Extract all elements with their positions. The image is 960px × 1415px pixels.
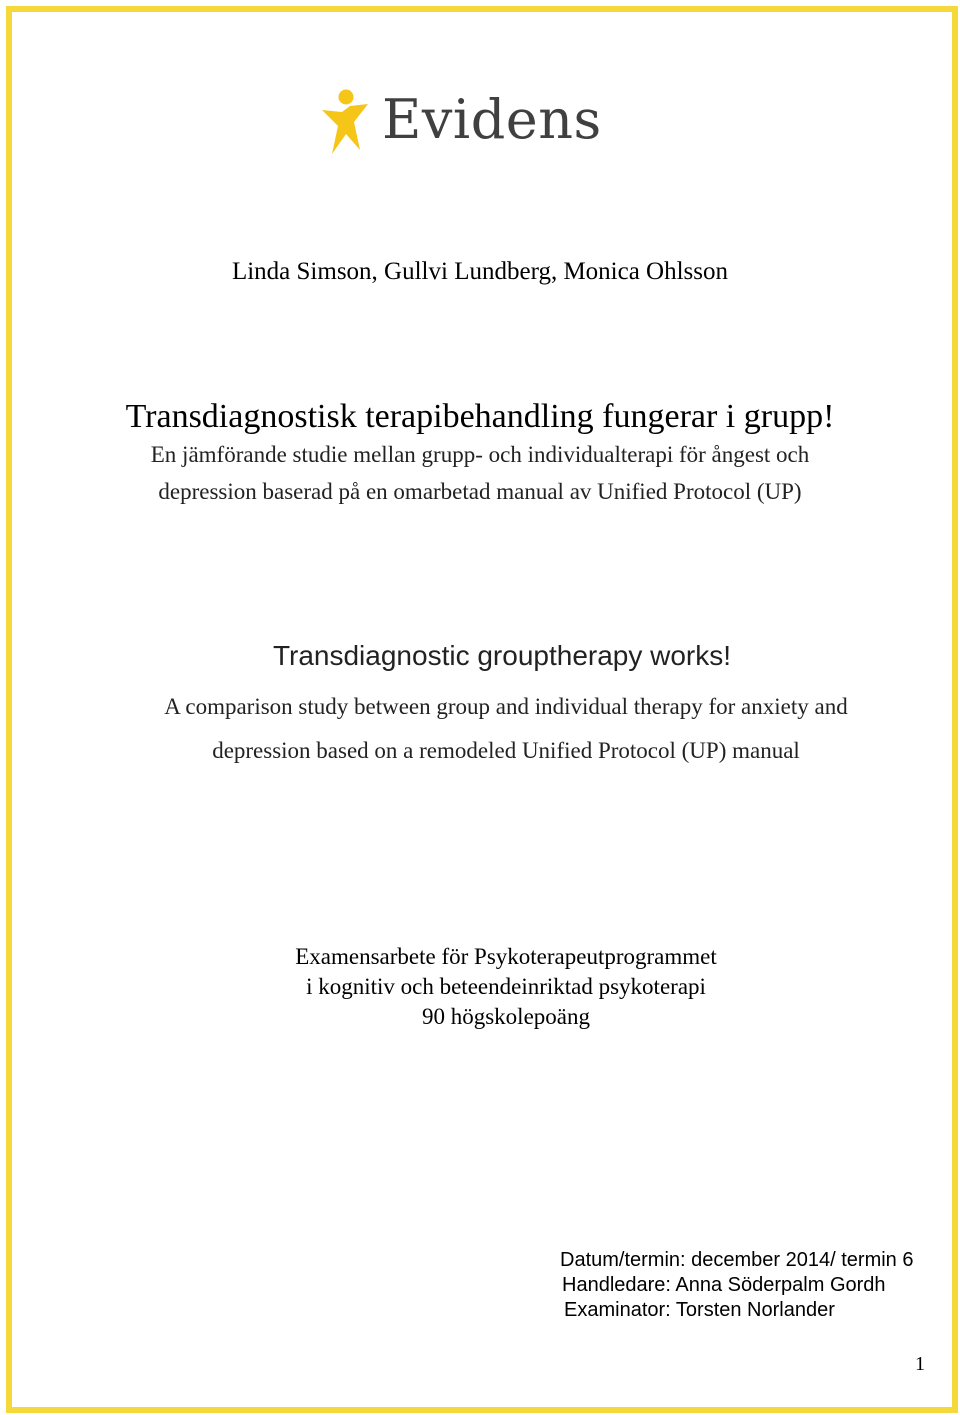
evidens-logo — [320, 88, 602, 158]
date-term: Datum/termin: december 2014/ termin 6 — [560, 1249, 914, 1271]
thesis-line1: Examensarbete för Psykoterapeutprogrammet — [295, 944, 717, 969]
person-star-logo-icon — [320, 88, 376, 158]
examiner: Examinator: Torsten Norlander — [564, 1299, 835, 1321]
swedish-subtitle-line2: depression baserad på en omarbetad manual av Unified Protocol (UP) — [158, 479, 802, 504]
logo-wordmark: Evidens — [382, 88, 602, 151]
english-title: Transdiagnostic grouptherapy works! — [272, 640, 732, 671]
thesis-line2: i kognitiv och beteendeinriktad psykoterapi — [306, 974, 706, 999]
swedish-title: Transdiagnostisk terapibehandling fungerar i grupp! — [125, 398, 835, 435]
thesis-credits: 90 högskolepoäng — [421, 1004, 590, 1029]
english-subtitle-line2: depression based on a remodeled Unified Protocol (UP) manual — [212, 738, 800, 763]
page-number: 1 — [915, 1353, 925, 1375]
supervisor: Handledare: Anna Söderpalm Gordh — [562, 1274, 886, 1296]
authors: Linda Simson, Gullvi Lundberg, Monica Ohlsson — [231, 258, 729, 285]
english-subtitle-line1: A comparison study between group and individual therapy for anxiety and — [164, 694, 848, 719]
swedish-subtitle-line1: En jämförande studie mellan grupp- och individualterapi för ångest och — [150, 442, 810, 467]
